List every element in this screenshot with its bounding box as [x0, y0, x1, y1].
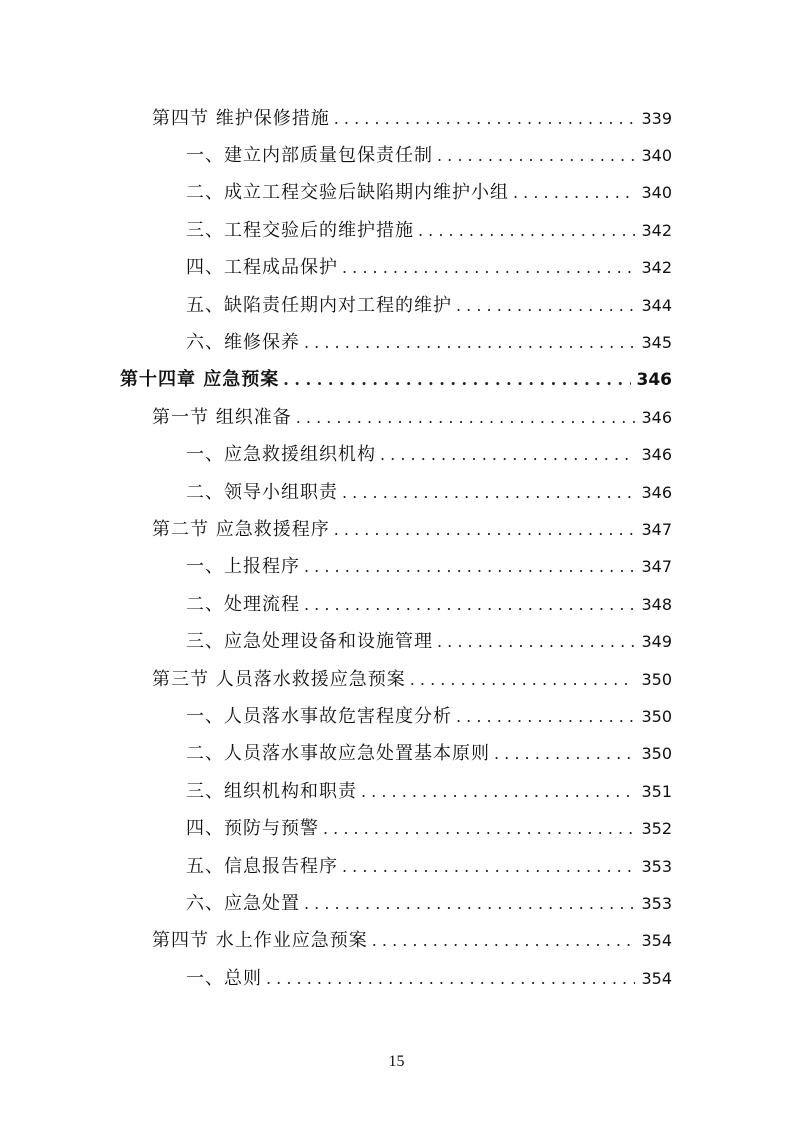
- toc-entry-title: 第二节 应急救援程序: [152, 518, 330, 540]
- toc-entry-section[interactable]: [0, 100, 793, 137]
- toc-page-number: 349: [641, 632, 672, 652]
- page-number: 15: [388, 1053, 405, 1070]
- toc-leader-dots: [334, 522, 636, 538]
- toc-entry-item[interactable]: [0, 250, 793, 287]
- toc-entry-title: 六、维修保养: [186, 332, 300, 354]
- toc-entry-item[interactable]: [0, 586, 793, 623]
- toc-leader-dots: [437, 148, 635, 164]
- toc-entry-title: 一、上报程序: [186, 556, 300, 578]
- toc-leader-dots: [283, 372, 630, 388]
- toc-leader-dots: [304, 559, 635, 575]
- toc-page-number: 344: [641, 295, 672, 315]
- toc-entry-title: 第四节 维护保修措施: [152, 107, 330, 129]
- toc-page-number: 351: [641, 781, 672, 801]
- toc-leader-dots: [418, 223, 635, 239]
- toc-entry-title: 第十四章 应急预案: [120, 369, 280, 391]
- toc-page-number: 347: [641, 557, 672, 577]
- toc-entry-title: 五、信息报告程序: [186, 855, 338, 877]
- toc-page-number: 346: [641, 407, 672, 427]
- toc-page-number: 350: [641, 706, 672, 726]
- table-of-contents: [0, 100, 793, 997]
- toc-page-number: 345: [641, 333, 672, 353]
- toc-entry-title: 二、人员落水事故应急处置基本原则: [186, 743, 490, 765]
- toc-entry-item[interactable]: [0, 885, 793, 922]
- toc-entry-item[interactable]: [0, 623, 793, 660]
- toc-page-number: 350: [641, 744, 672, 764]
- toc-page-number: 346: [636, 369, 672, 390]
- toc-leader-dots: [437, 634, 635, 650]
- toc-leader-dots: [380, 447, 635, 463]
- toc-leader-dots: [456, 709, 635, 725]
- toc-leader-dots: [361, 784, 635, 800]
- toc-page-number: 339: [641, 108, 672, 128]
- toc-entry-title: 五、缺陷责任期内对工程的维护: [186, 294, 452, 316]
- toc-entry-item[interactable]: [0, 848, 793, 885]
- toc-entry-item[interactable]: [0, 474, 793, 511]
- toc-entry-title: 二、领导小组职责: [186, 481, 338, 503]
- toc-entry-title: 二、成立工程交验后缺陷期内维护小组: [186, 182, 509, 204]
- toc-leader-dots: [304, 335, 635, 351]
- toc-page-number: 347: [641, 519, 672, 539]
- toc-page-number: 340: [641, 183, 672, 203]
- toc-entry-title: 第三节 人员落水救援应急预案: [152, 668, 406, 690]
- toc-entry-title: 二、处理流程: [186, 593, 300, 615]
- toc-entry-title: 一、人员落水事故危害程度分析: [186, 705, 452, 727]
- toc-page-number: 354: [641, 931, 672, 951]
- toc-entry-title: 六、应急处置: [186, 892, 300, 914]
- toc-entry-title: 三、工程交验后的维护措施: [186, 219, 414, 241]
- toc-entry-item[interactable]: [0, 960, 793, 997]
- toc-page-number: 353: [641, 856, 672, 876]
- toc-page-number: 354: [641, 968, 672, 988]
- toc-entry-title: 三、应急处理设备和设施管理: [186, 631, 433, 653]
- toc-entry-item[interactable]: [0, 549, 793, 586]
- toc-entry-title: 一、总则: [186, 967, 262, 989]
- toc-leader-dots: [372, 933, 636, 949]
- toc-entry-item[interactable]: [0, 175, 793, 212]
- toc-page-number: 342: [641, 258, 672, 278]
- toc-entry-section[interactable]: [0, 923, 793, 960]
- toc-leader-dots: [296, 410, 636, 426]
- toc-entry-title: 三、组织机构和职责: [186, 780, 357, 802]
- toc-leader-dots: [266, 971, 635, 987]
- toc-leader-dots: [304, 896, 635, 912]
- toc-leader-dots: [410, 672, 636, 688]
- toc-leader-dots: [494, 746, 635, 762]
- toc-entry-section[interactable]: [0, 399, 793, 436]
- toc-page-number: 346: [641, 445, 672, 465]
- toc-entry-section[interactable]: [0, 661, 793, 698]
- toc-page-number: 352: [641, 819, 672, 839]
- toc-entry-item[interactable]: [0, 810, 793, 847]
- toc-entry-item[interactable]: [0, 212, 793, 249]
- toc-entry-title: 四、工程成品保护: [186, 257, 338, 279]
- toc-page-number: 353: [641, 893, 672, 913]
- toc-entry-section[interactable]: [0, 511, 793, 548]
- toc-page-number: 348: [641, 594, 672, 614]
- toc-entry-item[interactable]: [0, 137, 793, 174]
- toc-leader-dots: [323, 821, 635, 837]
- toc-leader-dots: [342, 485, 635, 501]
- toc-leader-dots: [334, 111, 636, 127]
- toc-entry-item[interactable]: [0, 324, 793, 361]
- toc-entry-item[interactable]: [0, 437, 793, 474]
- toc-entry-title: 第一节 组织准备: [152, 406, 292, 428]
- toc-page-number: 340: [641, 146, 672, 166]
- toc-page-number: 342: [641, 220, 672, 240]
- toc-entry-title: 第四节 水上作业应急预案: [152, 930, 368, 952]
- toc-page-number: 350: [641, 669, 672, 689]
- toc-leader-dots: [304, 597, 635, 613]
- toc-entry-title: 一、建立内部质量包保责任制: [186, 145, 433, 167]
- toc-entry-item[interactable]: [0, 736, 793, 773]
- toc-entry-item[interactable]: [0, 287, 793, 324]
- toc-leader-dots: [456, 298, 635, 314]
- toc-entry-item[interactable]: [0, 698, 793, 735]
- toc-entry-chapter[interactable]: [0, 362, 793, 399]
- toc-page-number: 346: [641, 482, 672, 502]
- toc-entry-item[interactable]: [0, 773, 793, 810]
- toc-leader-dots: [342, 859, 635, 875]
- toc-entry-title: 一、应急救援组织机构: [186, 444, 376, 466]
- toc-entry-title: 四、预防与预警: [186, 818, 319, 840]
- toc-leader-dots: [513, 185, 635, 201]
- toc-leader-dots: [342, 260, 635, 276]
